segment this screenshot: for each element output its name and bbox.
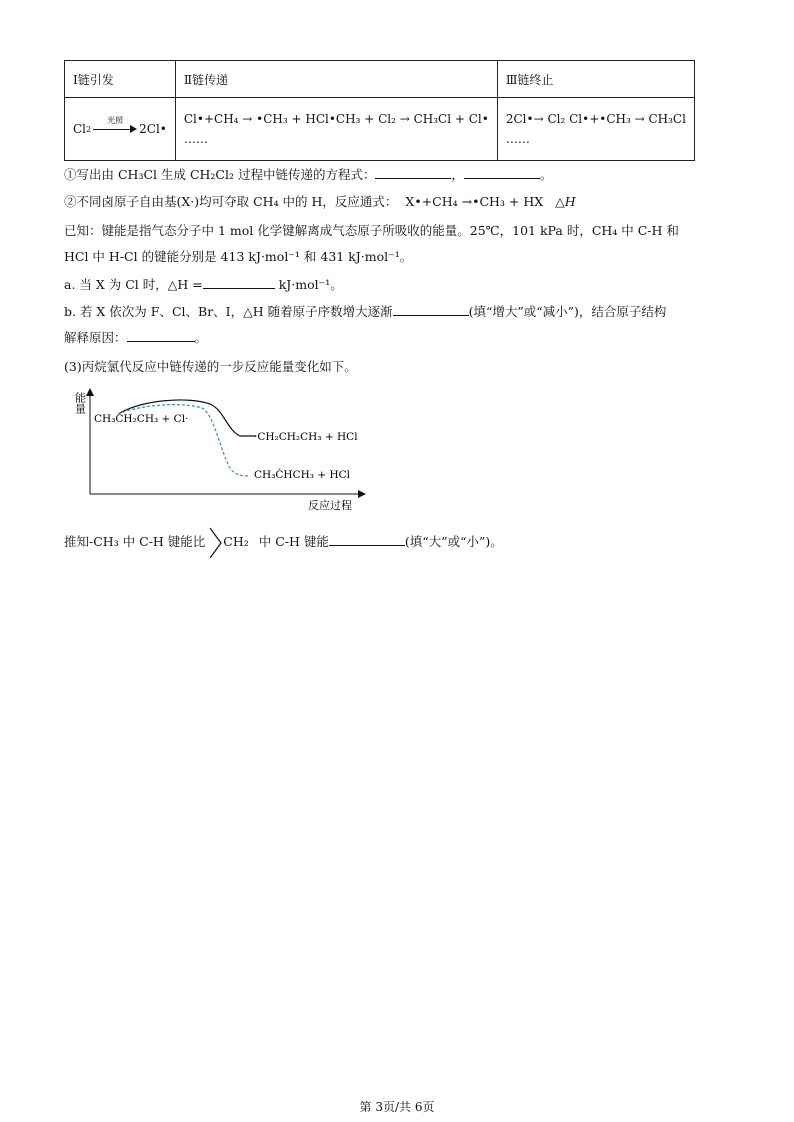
header-initiation: Ⅰ链引发	[65, 61, 176, 98]
question-1	[64, 166, 734, 184]
header-propagation: Ⅱ链传递	[175, 61, 497, 98]
initiation-reactant: Cl	[73, 122, 87, 136]
initiation-equation	[73, 116, 167, 136]
question-1-separator: ，	[451, 167, 464, 182]
chain-reaction-table	[64, 60, 695, 161]
question-b-line-2	[64, 329, 734, 347]
table-header-row	[65, 61, 695, 98]
question-2-text: ②不同卤原子自由基(X·)均可夺取 CH₄ 中的 H，反应通式：	[64, 194, 398, 209]
y-axis-label: 能量	[73, 392, 87, 414]
question-b-line-1	[64, 303, 734, 321]
answer-blank-5[interactable]	[127, 329, 195, 342]
question-a-text: a. 当 X 为 Cl 时，△H =	[64, 277, 203, 292]
termination-line-2: ……	[505, 132, 530, 146]
header-termination: Ⅲ链终止	[497, 61, 694, 98]
lower-product-label: CH₃ĊHCH₃ + HCl	[254, 469, 351, 481]
question-b-text: b. 若 X 依次为 F、Cl、Br、I，△H 随着原子序数增大逐渐	[64, 304, 393, 319]
bond-bracket-icon	[209, 526, 223, 560]
x-axis-label: 反应过程	[308, 499, 352, 512]
question-b-end: 。	[194, 330, 208, 345]
conclusion	[64, 533, 734, 551]
answer-blank-3[interactable]	[203, 276, 275, 289]
question-2-delta-h: △H	[555, 194, 576, 209]
propagation-cell	[175, 98, 497, 161]
energy-diagram-svg	[72, 388, 372, 513]
question-b-reason: 解释原因：	[64, 330, 127, 345]
question-1-end: 。	[540, 167, 553, 182]
y-axis-arrow-icon	[86, 388, 94, 396]
termination-cell	[497, 98, 694, 161]
propagation-line-1: Cl•+CH₄ → •CH₃ + HCl•CH₃ + Cl₂ → CH₃Cl + Cl•	[183, 112, 489, 126]
question-2	[64, 193, 734, 211]
answer-blank-4[interactable]	[393, 303, 469, 316]
question-2-formula: X•+CH₄ →•CH₃ + HX	[405, 194, 544, 209]
initiation-cell	[65, 98, 176, 161]
energy-diagram	[72, 388, 372, 513]
question-1-text: ①写出由 CH₃Cl 生成 CH₂Cl₂ 过程中链传递的方程式：	[64, 167, 376, 182]
initiation-condition: 光照	[107, 116, 124, 125]
upper-product-label: ·CH₂CH₂CH₃ + HCl	[254, 431, 358, 443]
question-a	[64, 276, 734, 294]
x-axis-arrow-icon	[358, 490, 366, 498]
propagation-line-2: ……	[183, 132, 208, 146]
conclusion-middle: 中 C-H 键能	[258, 534, 329, 549]
question-b-hint: (填“增大”或“减小”)，结合原子结构	[468, 304, 667, 319]
conclusion-group: CH₂	[223, 534, 249, 549]
answer-blank-6[interactable]	[329, 533, 405, 546]
page-footer: 第 3页/共 6页	[359, 1100, 435, 1114]
question-a-unit: kJ·mol⁻¹。	[278, 277, 343, 292]
termination-line-1: 2Cl•→ Cl₂ Cl•+•CH₃ → CH₃Cl	[505, 112, 686, 126]
initiation-reactant-sub: 2	[86, 124, 92, 134]
initiation-product: 2Cl•	[139, 122, 167, 136]
table-body-row	[65, 98, 695, 161]
answer-blank-2[interactable]	[464, 166, 540, 179]
conclusion-hint: (填“大”或“小”)。	[404, 534, 503, 549]
answer-blank-1[interactable]	[375, 166, 451, 179]
reactant-label: CH₃CH₂CH₃ + Cl·	[94, 413, 189, 425]
reaction-arrow-icon	[93, 116, 137, 135]
question-3: (3)丙烷氯代反应中链传递的一步反应能量变化如下。	[64, 359, 357, 374]
known-line-1: 已知：键能是指气态分子中 1 mol 化学键解离成气态原子所吸收的能量。25℃，101 kPa 时，CH₄ 中 C-H 和	[64, 223, 679, 238]
conclusion-text: 推知-CH₃ 中 C-H 键能比	[64, 534, 206, 549]
known-line-2: HCl 中 H-Cl 的键能分别是 413 kJ·mol⁻¹ 和 431 kJ·mol⁻¹。	[64, 249, 413, 264]
